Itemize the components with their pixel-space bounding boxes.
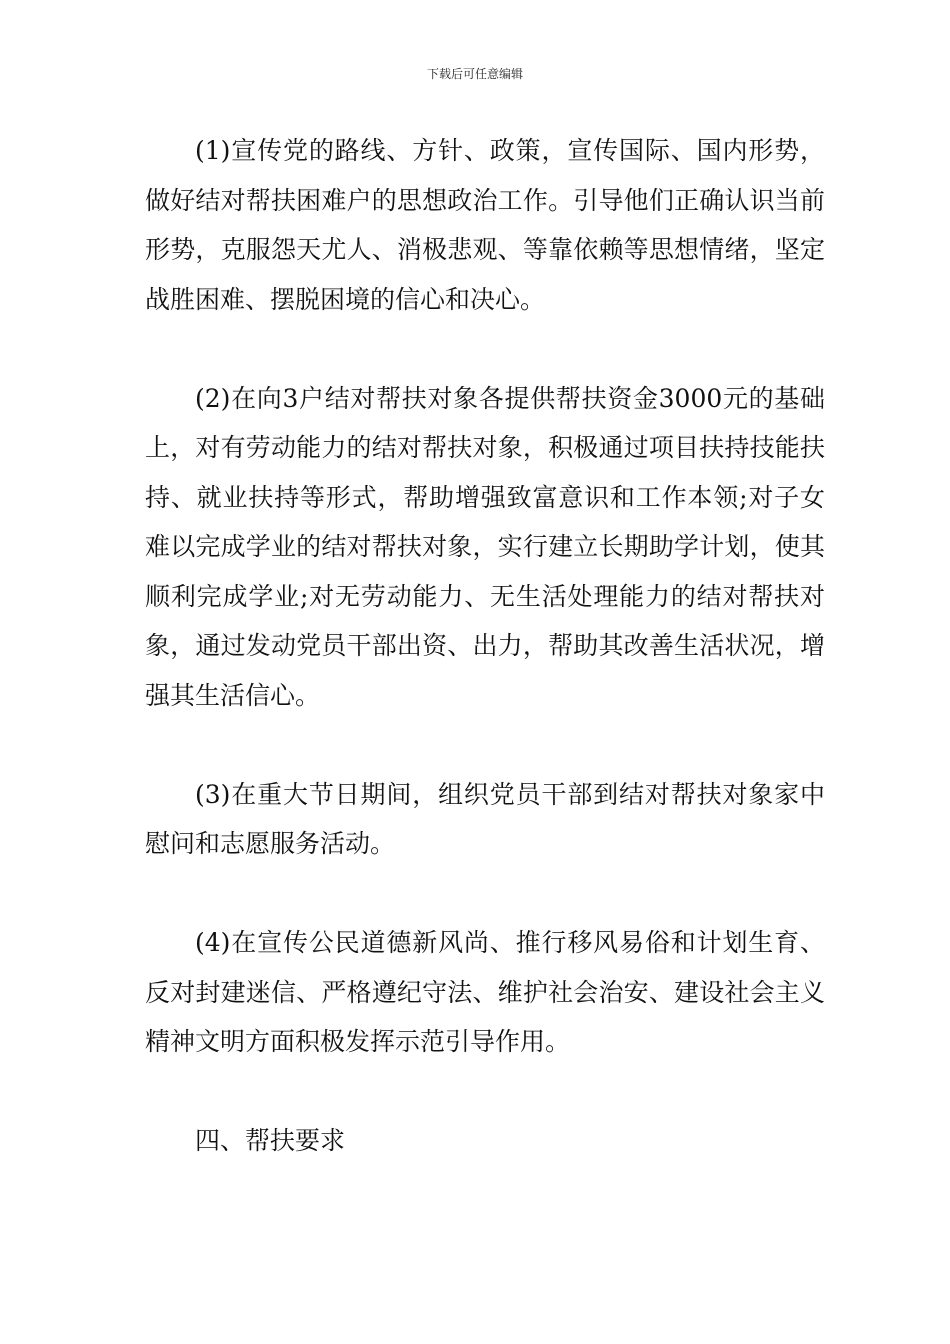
paragraph-item-1: (1)宣传党的路线、方针、政策，宣传国际、国内形势，做好结对帮扶困难户的思想政治工作。引导他们正确认识当前形势，克服怨天尤人、消极悲观、等靠依赖等思想情绪，坚定战胜困难、摆脱困境的信心和决心。 <box>145 136 825 314</box>
paragraph-item-2: (2)在向3户结对帮扶对象各提供帮扶资金3000元的基础上，对有劳动能力的结对帮扶对象，积极通过项目扶持技能扶持、就业扶持等形式，帮助增强致富意识和工作本领;对子女难以完成学业的结对帮扶对象，实行建立长期助学计划，使其顺利完成学业;对无劳动能力、无生活处理能力的结对帮扶对象，通过发动党员干部出资、出力，帮助其改善生活状况，增强其生活信心。 <box>145 383 825 710</box>
document-body <box>145 126 825 1166</box>
section-heading: 四、帮扶要求 <box>195 1126 346 1155</box>
page-header-note: 下载后可任意编辑 <box>426 67 523 81</box>
paragraph-item-4: (4)在宣传公民道德新风尚、推行移风易俗和计划生育、反对封建迷信、严格遵纪守法、维护社会治安、建设社会主义精神文明方面积极发挥示范引导作用。 <box>145 928 825 1056</box>
paragraph-item-3: (3)在重大节日期间，组织党员干部到结对帮扶对象家中慰问和志愿服务活动。 <box>145 779 825 858</box>
